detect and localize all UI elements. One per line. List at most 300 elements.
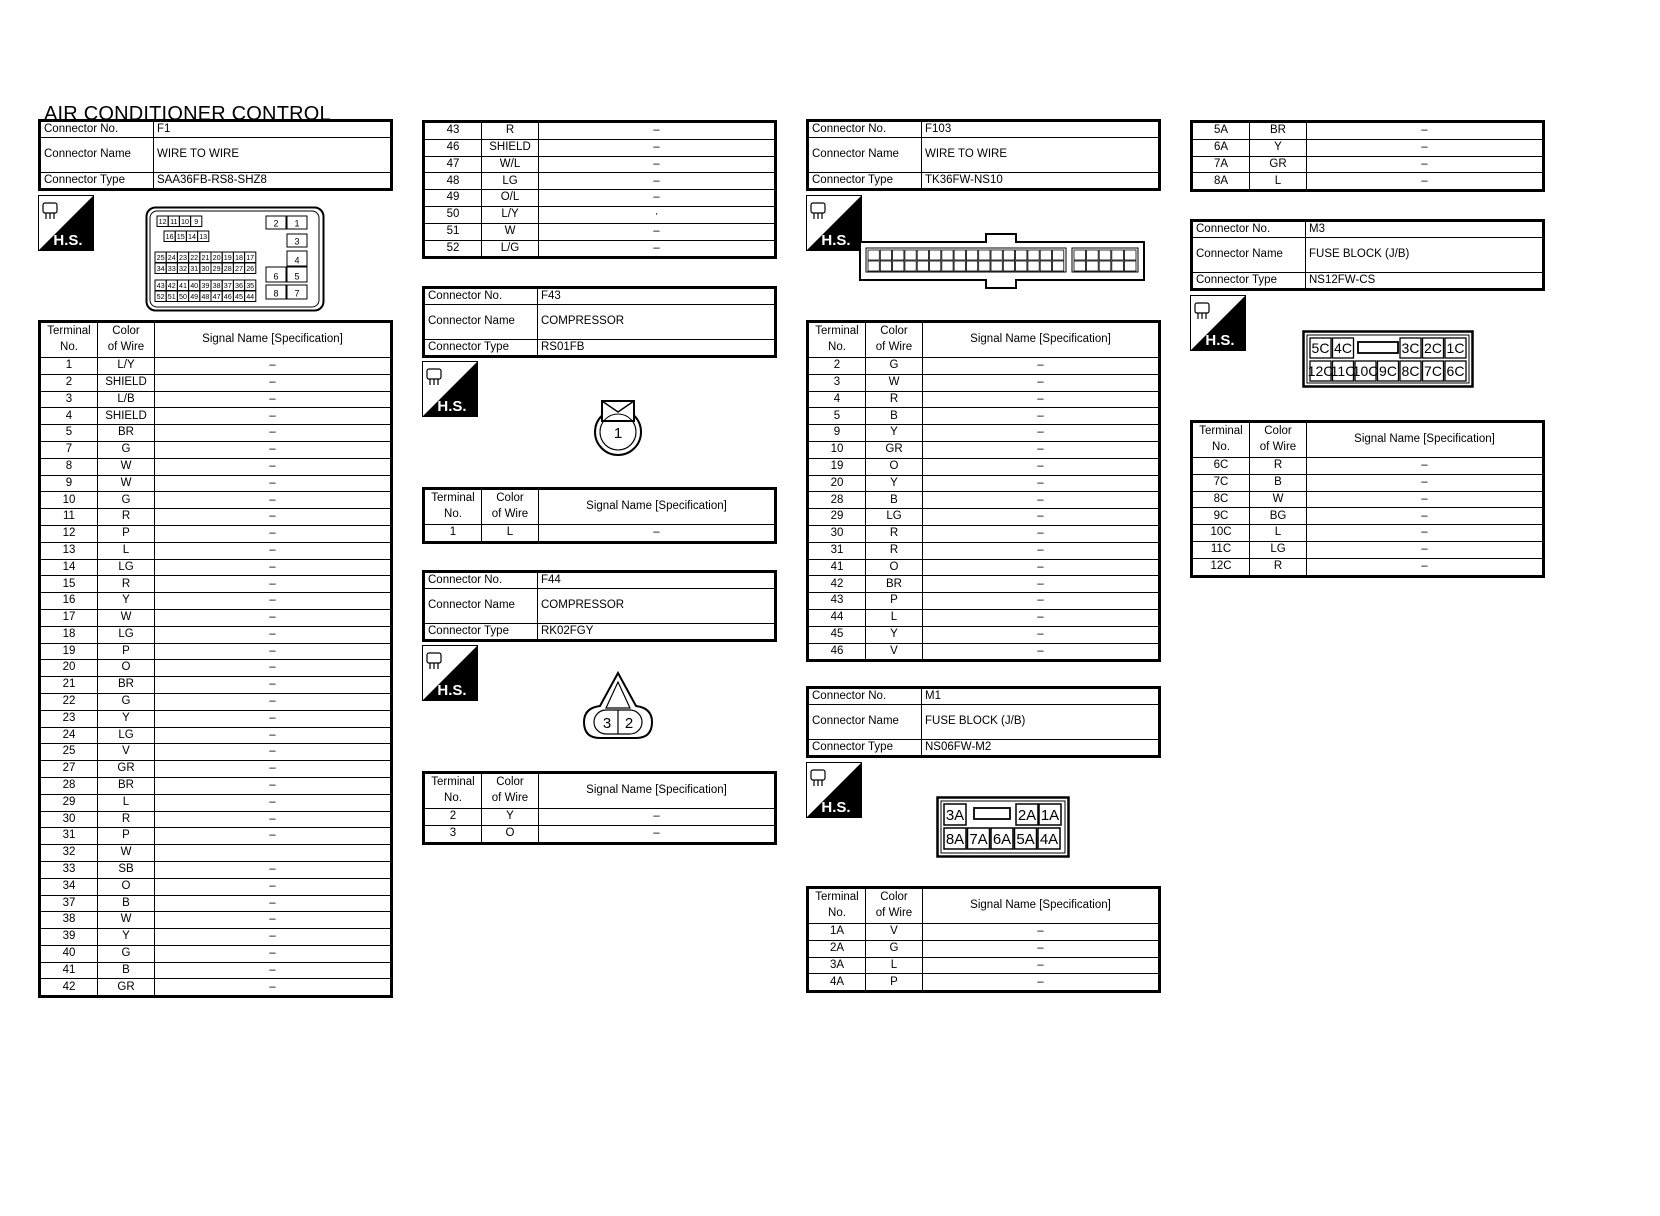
- terminal-no: 5A: [1192, 122, 1250, 140]
- table-row: [808, 974, 1160, 992]
- wire-color: O: [98, 878, 155, 895]
- signal-name: –: [539, 223, 776, 240]
- terminal-no: 6C: [1192, 458, 1250, 475]
- signal-name: –: [539, 156, 776, 173]
- wire-color: W: [1250, 491, 1307, 508]
- table-row: [40, 626, 392, 643]
- signal-name: –: [539, 825, 776, 843]
- table-row: [40, 677, 392, 694]
- table-row: [40, 962, 392, 979]
- signal-name: ·: [539, 206, 776, 223]
- table-row: [808, 492, 1160, 509]
- wire-color: LG: [482, 173, 539, 190]
- table-row: [424, 206, 776, 223]
- terminal-no: 11: [40, 509, 98, 526]
- terminal-no: 7: [40, 441, 98, 458]
- wire-color: L/B: [98, 391, 155, 408]
- col-color: Color of Wire: [482, 773, 539, 809]
- table-row: [808, 425, 1160, 442]
- wire-color: SHIELD: [98, 374, 155, 391]
- connector-diagram-f103: [858, 232, 1146, 290]
- wire-color: LG: [1250, 541, 1307, 558]
- wire-color: BR: [98, 425, 155, 442]
- wire-color: R: [866, 391, 923, 408]
- table-row: [424, 240, 776, 258]
- harness-side-icon: [38, 195, 94, 251]
- table-row: [1192, 474, 1544, 491]
- connector-diagram-f43: [590, 396, 646, 458]
- pin-label: 25: [156, 253, 165, 262]
- pin-label: 17: [246, 253, 255, 262]
- wire-color: Y: [1250, 139, 1307, 156]
- pin-label: 38: [212, 281, 221, 290]
- col-terminal: Terminal No.: [424, 489, 482, 525]
- connector-no: M1: [922, 688, 1160, 705]
- pin-label: 15: [176, 232, 185, 241]
- wire-color: G: [98, 693, 155, 710]
- pin-label: 37: [223, 281, 232, 290]
- pin-label: 7C: [1424, 363, 1442, 379]
- pin-label: 2: [624, 715, 634, 732]
- signal-name: –: [539, 173, 776, 190]
- signal-name: –: [155, 945, 392, 962]
- wire-color: BR: [866, 576, 923, 593]
- table-row: [40, 475, 392, 492]
- signal-name: –: [155, 811, 392, 828]
- pin-label: 4: [294, 255, 300, 266]
- terminal-no: 9: [808, 425, 866, 442]
- label: Connector No.: [40, 121, 154, 138]
- signal-name: –: [1307, 173, 1544, 191]
- wire-color: W: [98, 475, 155, 492]
- harness-side-icon: [422, 361, 478, 417]
- terminal-no: 38: [40, 912, 98, 929]
- terminal-no: 47: [424, 156, 482, 173]
- terminal-no: 20: [808, 475, 866, 492]
- terminal-no: 30: [40, 811, 98, 828]
- signal-name: –: [923, 626, 1160, 643]
- wire-color: P: [866, 593, 923, 610]
- pin-label: 3: [294, 236, 300, 247]
- table-row: [40, 744, 392, 761]
- pin-label: 13: [199, 232, 208, 241]
- signal-name: –: [155, 441, 392, 458]
- pin-label: 5C: [1311, 340, 1330, 356]
- table-row: [40, 542, 392, 559]
- terminal-no: 16: [40, 593, 98, 610]
- signal-name: –: [923, 509, 1160, 526]
- table-row: [40, 609, 392, 626]
- wire-color: W/L: [482, 156, 539, 173]
- table-row: [424, 190, 776, 207]
- signal-name: –: [1307, 508, 1544, 525]
- col-signal: Signal Name [Specification]: [539, 489, 776, 525]
- signal-name: –: [155, 626, 392, 643]
- table-row: [808, 441, 1160, 458]
- terminal-no: 51: [424, 223, 482, 240]
- table-row: [808, 626, 1160, 643]
- wire-color: O/L: [482, 190, 539, 207]
- table-row: [808, 576, 1160, 593]
- terminal-no: 41: [40, 962, 98, 979]
- wire-color: W: [98, 912, 155, 929]
- table-row: [40, 861, 392, 878]
- terminal-no: 8A: [1192, 173, 1250, 191]
- terminal-no: 3: [424, 825, 482, 843]
- connector-diagram-f1: [145, 206, 325, 312]
- connector-no: M3: [1306, 221, 1544, 238]
- table-row: [808, 525, 1160, 542]
- table-row: [1192, 491, 1544, 508]
- terminal-no: 46: [424, 139, 482, 156]
- table-row: [40, 559, 392, 576]
- terminal-no: 28: [40, 777, 98, 794]
- pin-label: 46: [223, 292, 232, 301]
- wire-color: G: [866, 358, 923, 375]
- pin-label: 2A: [1017, 807, 1037, 824]
- table-row: [40, 794, 392, 811]
- pin-label: 6: [273, 271, 279, 282]
- harness-side-icon: [422, 645, 478, 701]
- terminal-no: 12: [40, 525, 98, 542]
- signal-name: –: [539, 240, 776, 258]
- terminal-no: 37: [40, 895, 98, 912]
- pin-label: 2: [273, 218, 279, 229]
- table-row: [424, 825, 776, 843]
- terminal-no: 3: [40, 391, 98, 408]
- signal-name: –: [155, 929, 392, 946]
- table-row: [40, 777, 392, 794]
- terminal-table-m3: [1190, 420, 1545, 578]
- signal-name: –: [155, 727, 392, 744]
- col-color: Color of Wire: [98, 322, 155, 358]
- wire-color: GR: [98, 979, 155, 997]
- signal-name: –: [1307, 474, 1544, 491]
- wire-color: P: [98, 525, 155, 542]
- signal-name: –: [155, 559, 392, 576]
- signal-name: –: [155, 358, 392, 375]
- table-row: [1192, 541, 1544, 558]
- table-row: [808, 509, 1160, 526]
- terminal-no: 8: [40, 458, 98, 475]
- table-row: [40, 660, 392, 677]
- table-row: [1192, 508, 1544, 525]
- signal-name: –: [1307, 156, 1544, 173]
- table-row: [424, 223, 776, 240]
- wire-color: Y: [866, 425, 923, 442]
- pin-label: 8A: [945, 831, 965, 848]
- wire-color: R: [98, 811, 155, 828]
- label: Connector Type: [1192, 273, 1306, 290]
- signal-name: –: [923, 425, 1160, 442]
- pin-label: 6A: [992, 831, 1012, 848]
- signal-name: –: [155, 374, 392, 391]
- wire-color: L: [482, 525, 539, 543]
- table-row: [40, 525, 392, 542]
- terminal-no: 5: [40, 425, 98, 442]
- pin-label: 36: [235, 281, 243, 290]
- terminal-no: 45: [808, 626, 866, 643]
- wire-color: L: [98, 542, 155, 559]
- wire-color: B: [866, 492, 923, 509]
- pin-label: 45: [235, 292, 243, 301]
- connector-name: FUSE BLOCK (J/B): [922, 705, 1160, 740]
- signal-name: [155, 845, 392, 862]
- signal-name: –: [539, 525, 776, 543]
- terminal-no: 46: [808, 643, 866, 661]
- connector-diagram-f44: [580, 670, 656, 742]
- wire-color: R: [866, 525, 923, 542]
- terminal-no: 33: [40, 861, 98, 878]
- signal-name: –: [923, 609, 1160, 626]
- table-row: [40, 828, 392, 845]
- connector-diagram-m1: [936, 796, 1070, 858]
- pin-label: 11: [170, 217, 178, 226]
- pin-label: 35: [246, 281, 255, 290]
- wire-color: P: [98, 643, 155, 660]
- signal-name: –: [539, 122, 776, 140]
- label: Connector Name: [424, 589, 538, 624]
- terminal-no: 41: [808, 559, 866, 576]
- terminal-no: 43: [424, 122, 482, 140]
- pin-label: 31: [190, 264, 199, 273]
- terminal-no: 39: [40, 929, 98, 946]
- terminal-no: 4A: [808, 974, 866, 992]
- terminal-no: 10: [40, 492, 98, 509]
- table-row: [40, 358, 392, 375]
- connector-info-m1: [806, 686, 1161, 758]
- svg-text:H.S.: H.S.: [1205, 332, 1235, 349]
- wire-color: R: [98, 576, 155, 593]
- terminal-no: 10C: [1192, 525, 1250, 542]
- label: Connector Type: [40, 173, 154, 190]
- signal-name: –: [1307, 541, 1544, 558]
- terminal-no: 6A: [1192, 139, 1250, 156]
- wire-color: Y: [866, 475, 923, 492]
- connector-diagram-m3: [1302, 330, 1474, 388]
- pin-label: 27: [235, 264, 243, 273]
- signal-name: –: [155, 861, 392, 878]
- signal-name: –: [923, 358, 1160, 375]
- pin-label: 51: [167, 292, 176, 301]
- pin-label: 52: [156, 292, 165, 301]
- table-row: [40, 643, 392, 660]
- terminal-no: 2: [808, 358, 866, 375]
- signal-name: –: [1307, 458, 1544, 475]
- pin-label: 3A: [945, 807, 965, 824]
- terminal-no: 28: [808, 492, 866, 509]
- connector-info-f103: [806, 119, 1161, 191]
- signal-name: –: [155, 979, 392, 997]
- wire-color: B: [866, 408, 923, 425]
- connector-no: F43: [538, 288, 776, 305]
- terminal-no: 2A: [808, 940, 866, 957]
- wire-color: R: [98, 509, 155, 526]
- signal-name: –: [155, 593, 392, 610]
- wire-color: W: [866, 374, 923, 391]
- connector-info-f44: [422, 570, 777, 642]
- pin-label: 28: [223, 264, 232, 273]
- terminal-no: 15: [40, 576, 98, 593]
- table-row: [40, 929, 392, 946]
- terminal-no: 29: [40, 794, 98, 811]
- wire-color: Y: [98, 593, 155, 610]
- terminal-no: 2: [424, 809, 482, 826]
- terminal-no: 1: [424, 525, 482, 543]
- pin-label: 49: [190, 292, 199, 301]
- svg-text:H.S.: H.S.: [437, 398, 467, 415]
- signal-name: –: [923, 475, 1160, 492]
- wire-color: W: [98, 609, 155, 626]
- terminal-no: 20: [40, 660, 98, 677]
- svg-text:H.S.: H.S.: [821, 799, 851, 816]
- connector-type: NS06FW-M2: [922, 740, 1160, 757]
- terminal-table-f1-cont: [422, 120, 777, 259]
- signal-name: –: [923, 974, 1160, 992]
- svg-text:H.S.: H.S.: [437, 682, 467, 699]
- svg-text:H.S.: H.S.: [821, 232, 851, 249]
- terminal-no: 10: [808, 441, 866, 458]
- signal-name: –: [923, 593, 1160, 610]
- wire-color: P: [866, 974, 923, 992]
- terminal-no: 48: [424, 173, 482, 190]
- connector-info-m3: [1190, 219, 1545, 291]
- signal-name: –: [539, 139, 776, 156]
- terminal-no: 3A: [808, 957, 866, 974]
- terminal-no: 1: [40, 358, 98, 375]
- terminal-table-f103: [806, 320, 1161, 662]
- wire-color: BG: [1250, 508, 1307, 525]
- wire-color: GR: [98, 761, 155, 778]
- wire-color: L/G: [482, 240, 539, 258]
- terminal-table-f43: [422, 487, 777, 544]
- terminal-no: 9C: [1192, 508, 1250, 525]
- table-row: [808, 408, 1160, 425]
- label: Connector No.: [424, 572, 538, 589]
- pin-label: 24: [167, 253, 176, 262]
- terminal-no: 30: [808, 525, 866, 542]
- signal-name: –: [155, 744, 392, 761]
- pin-label: 1: [613, 425, 623, 442]
- pin-label: 14: [188, 232, 196, 241]
- table-row: [808, 609, 1160, 626]
- table-row: [808, 374, 1160, 391]
- signal-name: –: [155, 828, 392, 845]
- wire-color: R: [1250, 458, 1307, 475]
- terminal-no: 7C: [1192, 474, 1250, 491]
- table-row: [808, 940, 1160, 957]
- terminal-no: 5: [808, 408, 866, 425]
- wire-color: Y: [98, 710, 155, 727]
- terminal-no: 18: [40, 626, 98, 643]
- pin-label: 33: [167, 264, 176, 273]
- table-row: [424, 122, 776, 140]
- wire-color: G: [866, 940, 923, 957]
- col-signal: Signal Name [Specification]: [1307, 422, 1544, 458]
- pin-label: 8C: [1401, 363, 1420, 379]
- terminal-table-f1: [38, 320, 393, 998]
- wire-color: G: [98, 441, 155, 458]
- table-row: [1192, 173, 1544, 191]
- wire-color: LG: [98, 626, 155, 643]
- harness-side-icon: [806, 195, 862, 251]
- wire-color: V: [866, 643, 923, 661]
- terminal-no: 34: [40, 878, 98, 895]
- table-row: [808, 957, 1160, 974]
- harness-side-icon: [1190, 295, 1246, 351]
- pin-label: 5: [294, 271, 300, 282]
- wire-color: G: [98, 945, 155, 962]
- signal-name: –: [155, 458, 392, 475]
- terminal-no: 11C: [1192, 541, 1250, 558]
- table-row: [40, 374, 392, 391]
- pin-label: 7A: [969, 831, 988, 848]
- signal-name: –: [1307, 491, 1544, 508]
- pin-label: 16: [165, 232, 174, 241]
- table-row: [808, 391, 1160, 408]
- signal-name: –: [155, 576, 392, 593]
- terminal-table-m1: [806, 886, 1161, 993]
- pin-label: 22: [190, 253, 199, 262]
- table-row: [40, 979, 392, 997]
- pin-label: 19: [223, 253, 232, 262]
- connector-name: COMPRESSOR: [538, 305, 776, 340]
- table-row: [808, 559, 1160, 576]
- pin-label: 26: [246, 264, 255, 273]
- pin-label: 1A: [1040, 807, 1060, 824]
- col-terminal: Terminal No.: [1192, 422, 1250, 458]
- signal-name: –: [155, 693, 392, 710]
- signal-name: –: [155, 509, 392, 526]
- label: Connector Type: [424, 340, 538, 357]
- table-row: [40, 727, 392, 744]
- pin-label: 9: [194, 217, 199, 226]
- terminal-no: 42: [808, 576, 866, 593]
- label: Connector Type: [424, 624, 538, 641]
- signal-name: –: [923, 525, 1160, 542]
- table-row: [40, 492, 392, 509]
- wire-color: O: [98, 660, 155, 677]
- wire-color: W: [98, 845, 155, 862]
- wire-color: V: [866, 924, 923, 941]
- signal-name: –: [155, 475, 392, 492]
- signal-name: –: [923, 441, 1160, 458]
- pin-label: 4A: [1039, 831, 1059, 848]
- signal-name: –: [923, 940, 1160, 957]
- pin-label: 11C: [1330, 363, 1356, 379]
- table-row: [40, 441, 392, 458]
- table-row: [1192, 122, 1544, 140]
- table-row: [40, 693, 392, 710]
- table-row: [40, 576, 392, 593]
- signal-name: –: [1307, 122, 1544, 140]
- signal-name: –: [1307, 139, 1544, 156]
- terminal-no: 25: [40, 744, 98, 761]
- terminal-table-f44: [422, 771, 777, 845]
- wire-color: W: [482, 223, 539, 240]
- signal-name: –: [155, 643, 392, 660]
- terminal-no: 40: [40, 945, 98, 962]
- terminal-no: 2: [40, 374, 98, 391]
- pin-label: 39: [201, 281, 210, 290]
- wire-color: L/Y: [482, 206, 539, 223]
- harness-side-icon: [806, 762, 862, 818]
- wire-color: L: [866, 957, 923, 974]
- terminal-no: 12C: [1192, 558, 1250, 576]
- wire-color: BR: [1250, 122, 1307, 140]
- pin-label: 43: [156, 281, 165, 290]
- col-signal: Signal Name [Specification]: [155, 322, 392, 358]
